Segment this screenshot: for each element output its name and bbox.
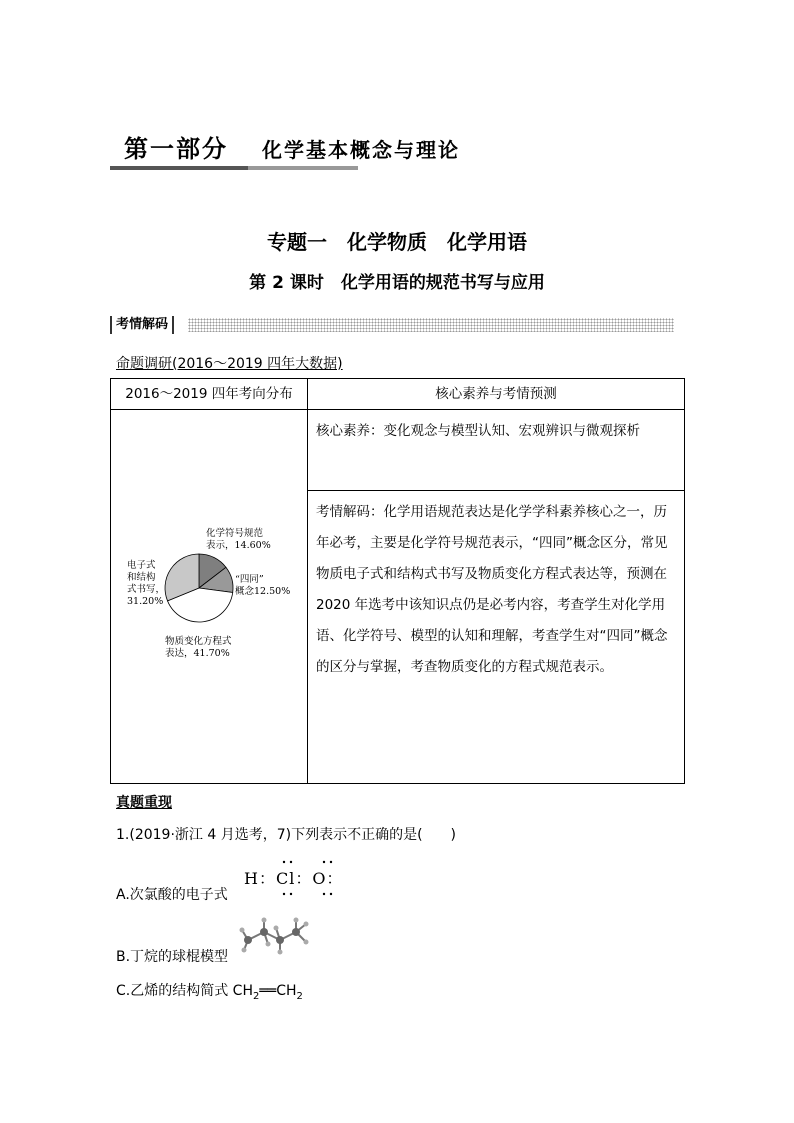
section-dots: [188, 318, 674, 332]
questions-heading: 真题重现: [116, 795, 172, 811]
butane-ball-stick-model: [238, 914, 310, 958]
part-underline: [110, 166, 248, 170]
pie-label-electron: 电子式 和结构 式书写， 31.20%: [127, 560, 166, 607]
survey-heading-text: 命题调研: [116, 356, 172, 372]
question-1-stem: 1.(2019·浙江 4 月选考，7)下列表示不正确的是( ): [116, 827, 456, 843]
part-title: 化学基本概念与理论: [262, 138, 460, 162]
pie-label-equation: 物质变化方程式 表达，41.70%: [165, 636, 232, 659]
pie-chart-cell: [111, 410, 308, 784]
part-label: 第一部分: [124, 135, 228, 163]
exam-analysis-cell: [308, 491, 685, 784]
part-header: [110, 128, 490, 174]
double-bond: ══: [259, 983, 277, 999]
option-a: A.次氯酸的电子式: [116, 887, 228, 903]
lone-pair-dots: [244, 858, 364, 898]
table-header-literacy: 核心素养与考情预测: [308, 379, 685, 410]
pie-label-four-same: “四同” 概念12.50%: [235, 574, 291, 597]
option-c-prefix: C.乙烯的结构简式 CH: [116, 983, 253, 999]
survey-heading: [116, 354, 343, 374]
survey-table: [110, 378, 685, 784]
hclo-electron-formula: [244, 858, 364, 898]
pie-label-symbol: 化学符号规范 表示，14.60%: [206, 528, 271, 551]
core-literacy-cell: [308, 410, 685, 491]
option-c-sub2: 2: [296, 990, 303, 1002]
part-underline-grey: [248, 166, 358, 170]
option-c: [116, 980, 303, 1008]
option-b: B.丁烷的球棍模型: [116, 949, 229, 965]
hclo-formula-text: H：Cl：O：: [244, 869, 344, 888]
table-header-distribution: 2016～2019 四年考向分布: [111, 379, 308, 410]
topic-title: 专题一 化学物质 化学用语: [267, 230, 527, 254]
exam-analysis-text: 考情解码：化学用语规范表达是化学学科素养核心之一，历年必考，主要是化学符号规范表示，“四同”概念区分，常见物质电子式和结构式书写及物质变化方程式表达等，预测在 2020 年选考中该知识点仍是必考内容，考查学生对化学用语、化学符号、模型的认知和理解，考查学生对“四同”概念的区分与掌握，考查物质变化的方程式规范表示。: [316, 504, 668, 675]
option-c-suffix: CH: [276, 983, 297, 999]
option-c-sub: 2: [252, 990, 260, 1002]
core-literacy-text: 核心素养：变化观念与模型认知、宏观辨识与微观探析: [316, 423, 640, 439]
lesson-title: 第 2 课时 化学用语的规范书写与应用: [249, 273, 545, 293]
section-bar: [110, 316, 674, 334]
section-label: 考情解码: [110, 316, 174, 334]
survey-heading-suffix: (2016～2019 四年大数据): [172, 356, 343, 372]
